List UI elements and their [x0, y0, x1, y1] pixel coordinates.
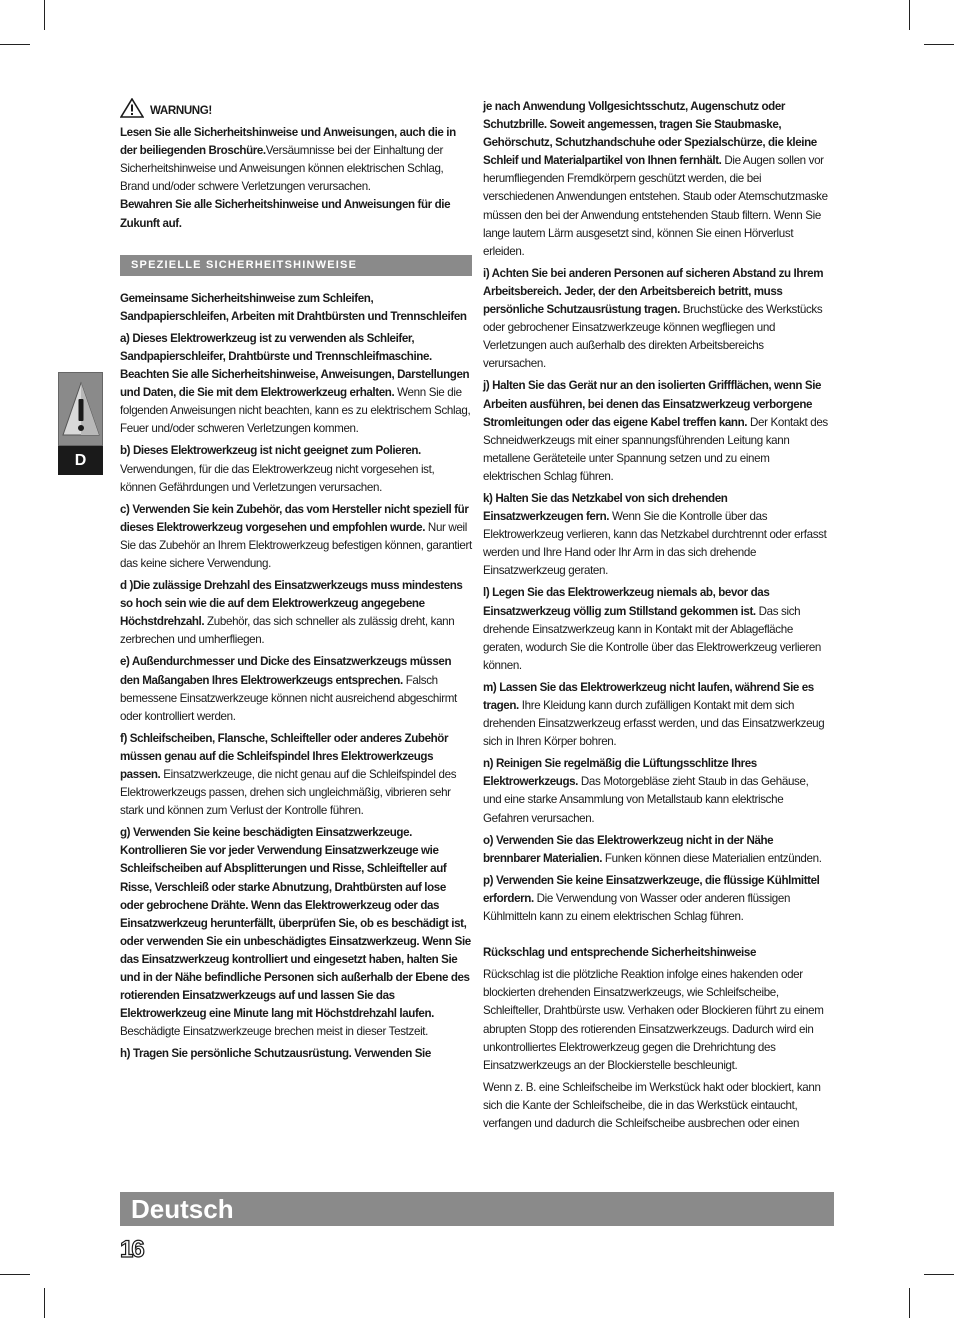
language-letter: D [58, 446, 103, 475]
right-column [483, 98, 829, 1137]
safety-instruction: l) Legen Sie das Elektrowerkzeug niemals ab, bevor das Einsatzwerkzeug völlig zum Stillstand gekommen ist. Das sich drehende Einsatzwerkzeug kann in Kontakt mit der Ablagefläche geraten, wodurch Sie die Kontrolle über das Elektrowerkzeug verlieren können. [483, 586, 822, 672]
warning-title: WARNUNG! [150, 104, 212, 117]
safety-instruction: h) Tragen Sie persönliche Schutzausrüstung. Verwenden Sie [120, 1047, 431, 1061]
left-paragraphs [120, 290, 472, 1064]
kickback-heading: Rückschlag und entsprechende Sicherheitshinweise [483, 946, 757, 960]
section-title: SPEZIELLE SICHERHEITSHINWEISE [120, 255, 472, 276]
crop-mark [44, 0, 45, 30]
safety-instruction: je nach Anwendung Vollgesichtsschutz, Augenschutz oder Schutzbrille. Soweit angemessen, tragen Sie Staubmaske, Gehörschutz, Schutzhandschuhe oder Spezialschürze, die kleine Schleif und Materialpartikel von Ihnen fernhält. Die Augen sollen vor herumfliegenden Fremdkörpern geschützt werden, die bei verschiedenen Anwendungen entstehen. Staub oder Atemschutzmaske müssen den bei der Anwendung entstehenden Staub filtern. Wenn Sie lange lautem Lärm ausgesetzt sind, können Sie einen Hörverlust erleiden. [483, 100, 828, 258]
safety-instruction: e) Außendurchmesser und Dicke des Einsatzwerkzeugs müssen den Maßangaben Ihres Elektrowerkzeugs entsprechen. Falsch bemessene Einsatzwerkzeuge können nicht ausreichend abgeschirmt oder kontrolliert werden. [120, 655, 457, 723]
safety-instruction: d )Die zulässige Drehzahl des Einsatzwerkzeugs muss mindestens so hoch sein wie die auf dem Elektrowerkzeug angegebene Höchstdrehzahl. Zubehör, das sich schneller als zulässig dreht, kann zerbrechen und umherfliegen. [120, 579, 463, 647]
warning-text: Lesen Sie alle Sicherheitshinweise und Anweisungen, auch die in der beiliegenden Broschüre.Versäumnisse bei der Einhaltung der Sicherheitshinweise und Anweisungen können elektrischen Schlag, Brand und/oder schwere Verletzungen verursachen. Bewahren Sie alle Sicherheitshinweise und Anweisungen für die Zukunft auf. [120, 126, 456, 230]
safety-instruction: c) Verwenden Sie kein Zubehör, das vom Hersteller nicht speziell für dieses Elektrowerkzeug vorgesehen und empfohlen wurde. Nur weil Sie das Zubehör an Ihrem Elektrowerkzeug befestigen können, garantiert das keine sichere Verwendung. [120, 502, 472, 570]
safety-instruction: j) Halten Sie das Gerät nur an den isolierten Griffflächen, wenn Sie Arbeiten ausführen, bei denen das Einsatzwerkzeug verborgene Stromleitungen oder das eigene Kabel treffen kann. Der Kontakt des Schneidwerkzeugs mit einer spannungsführenden Leitung kann metallene Geräteteile unter Spannung setzen und zu einem elektrischen Schlag führen. [483, 379, 828, 483]
safety-instruction: i) Achten Sie bei anderen Personen auf sicheren Abstand zu Ihrem Arbeitsbereich. Jeder, der den Arbeitsbereich betritt, muss persönliche Schutzausrüstung tragen. Bruchstücke des Werkstücks oder gebrochener Einsatzwerkzeuge können wegfliegen und Verletzungen auch außerhalb des direkten Arbeitsbereichs verursachen. [483, 266, 824, 371]
safety-instruction: n) Reinigen Sie regelmäßig die Lüftungsschlitze Ihres Elektrowerkzeugs. Das Motorgebläse zieht Staub in das Gehäuse, und eine starke Ansammlung von Metallstaub kann elektrische Gefahren verursachen. [483, 757, 809, 825]
safety-instruction: o) Verwenden Sie das Elektrowerkzeug nicht in der Nähe brennbarer Materialien. Funken können diese Materialien entzünden. [483, 833, 822, 865]
crop-mark [909, 0, 910, 30]
crop-mark [924, 1274, 954, 1275]
kickback-paragraph: Wenn z. B. eine Schleifscheibe im Werkstück hakt oder blockiert, kann sich die Kante der Schleifscheibe, die in das Werkstück eintaucht, verfangen und dadurch die Schleifscheibe ausbrechen oder einen [483, 1080, 821, 1130]
crop-mark [0, 1274, 30, 1275]
language-side-tab [58, 372, 103, 475]
page-number: 16 [120, 1236, 143, 1263]
footer-language-bar: Deutsch [120, 1192, 834, 1226]
safety-instruction: b) Dieses Elektrowerkzeug ist nicht geeignet zum Polieren. Verwendungen, für die das Elektrowerkzeug nicht vorgesehen ist, können Gefährdungen und Verletzungen verursachen. [120, 444, 435, 494]
safety-instruction: a) Dieses Elektrowerkzeug ist zu verwenden als Schleifer, Sandpapierschleifer, Drahtbürste und Trennschleifmaschine. Beachten Sie alle Sicherheitshinweise, Anweisungen, Darstellungen und Daten, die Sie mit dem Elektrowerkzeug erhalten. Wenn Sie die folgenden Anweisungen nicht beachten, kann es zu elektrischem Schlag, Feuer und/oder schweren Verletzungen kommen. [120, 331, 471, 436]
crop-mark [909, 1288, 910, 1318]
right-paragraphs [483, 98, 829, 926]
safety-instruction: g) Verwenden Sie keine beschädigten Einsatzwerkzeuge. Kontrollieren Sie vor jeder Verwendung Einsatzwerkzeuge wie Schleifscheiben auf Absplitterungen und Risse, Schleifteller auf Risse, Verschleiß oder starke Abnutzung, Drahtbürsten auf lose oder gebrochene Drähte. Wenn das Elektrowerkzeug oder das Einsatzwerkzeug herunterfällt, überprüfen Sie, ob es beschädigt ist, oder verwenden Sie ein unbeschädigtes Einsatzwerkzeug. Wenn Sie das Einsatzwerkzeug kontrolliert und eingesetzt haben, halten Sie und in der Nähe befindliche Personen sich außerhalb der Ebene des rotierenden Einsatzwerkzeugs auf und lassen Sie das Elektrowerkzeug eine Minute lang mit Höchstdrehzahl laufen. Beschädigte Einsatzwerkzeuge brechen meist in dieser Testzeit. [120, 826, 471, 1039]
safety-instruction: m) Lassen Sie das Elektrowerkzeug nicht laufen, während Sie es tragen. Ihre Kleidung kann durch zufälligen Kontakt mit dem sich drehenden Einsatzwerkzeug erfasst werden, und das Einsatzwerkzeug sich in Ihren Körper bohren. [483, 680, 825, 749]
crop-mark [44, 1288, 45, 1318]
safety-instruction: f) Schleifscheiben, Flansche, Schleifteller oder anderes Zubehör müssen genau auf die Schleifspindel Ihres Elektrowerkzeugs passen. Einsatzwerkzeuge, die nicht genau auf die Schleifspindel des Elektrowerkzeugs passen, drehen sich ungleichmäßig, vibrieren sehr stark und können zum Verlust der Kontrolle führen. [120, 731, 457, 818]
safety-instruction: k) Halten Sie das Netzkabel von sich drehenden Einsatzwerkzeugen fern. Wenn Sie die Kontrolle über das Elektrowerkzeug verlieren, kann das Netzkabel durchtrennt oder erfasst werden und Ihre Hand oder Ihr Arm in das sich drehende Einsatzwerkzeug geraten. [483, 491, 827, 578]
crop-mark [924, 44, 954, 45]
warning-header [120, 98, 472, 124]
left-column [120, 98, 472, 1068]
crop-mark [0, 44, 30, 45]
safety-instruction: p) Verwenden Sie keine Einsatzwerkzeuge, die flüssige Kühlmittel erfordern. Die Verwendung von Wasser oder anderen flüssigen Kühlmitteln kann zu einem elektrischen Schlag führen. [483, 873, 820, 924]
safety-instruction: Gemeinsame Sicherheitshinweise zum Schleifen, Sandpapierschleifen, Arbeiten mit Drahtbürsten und Trennschleifen [120, 291, 467, 323]
warning-icon [58, 372, 103, 446]
warning-triangle-icon [120, 98, 144, 124]
kickback-paragraph: Rückschlag ist die plötzliche Reaktion infolge eines hakenden oder blockierten drehenden Einsatzwerkzeugs, wie Schleifscheibe, Schleifteller, Drahtbürste usw. Verhaken oder Blockieren führt zu einem abrupten Stopp des rotierenden Einsatzwerkzeugs. Dadurch wird ein unkontrolliertes Elektrowerkzeug gegen die Drehrichtung des Einsatzwerkzeugs an der Blockierstelle beschleunigt. [483, 968, 824, 1072]
